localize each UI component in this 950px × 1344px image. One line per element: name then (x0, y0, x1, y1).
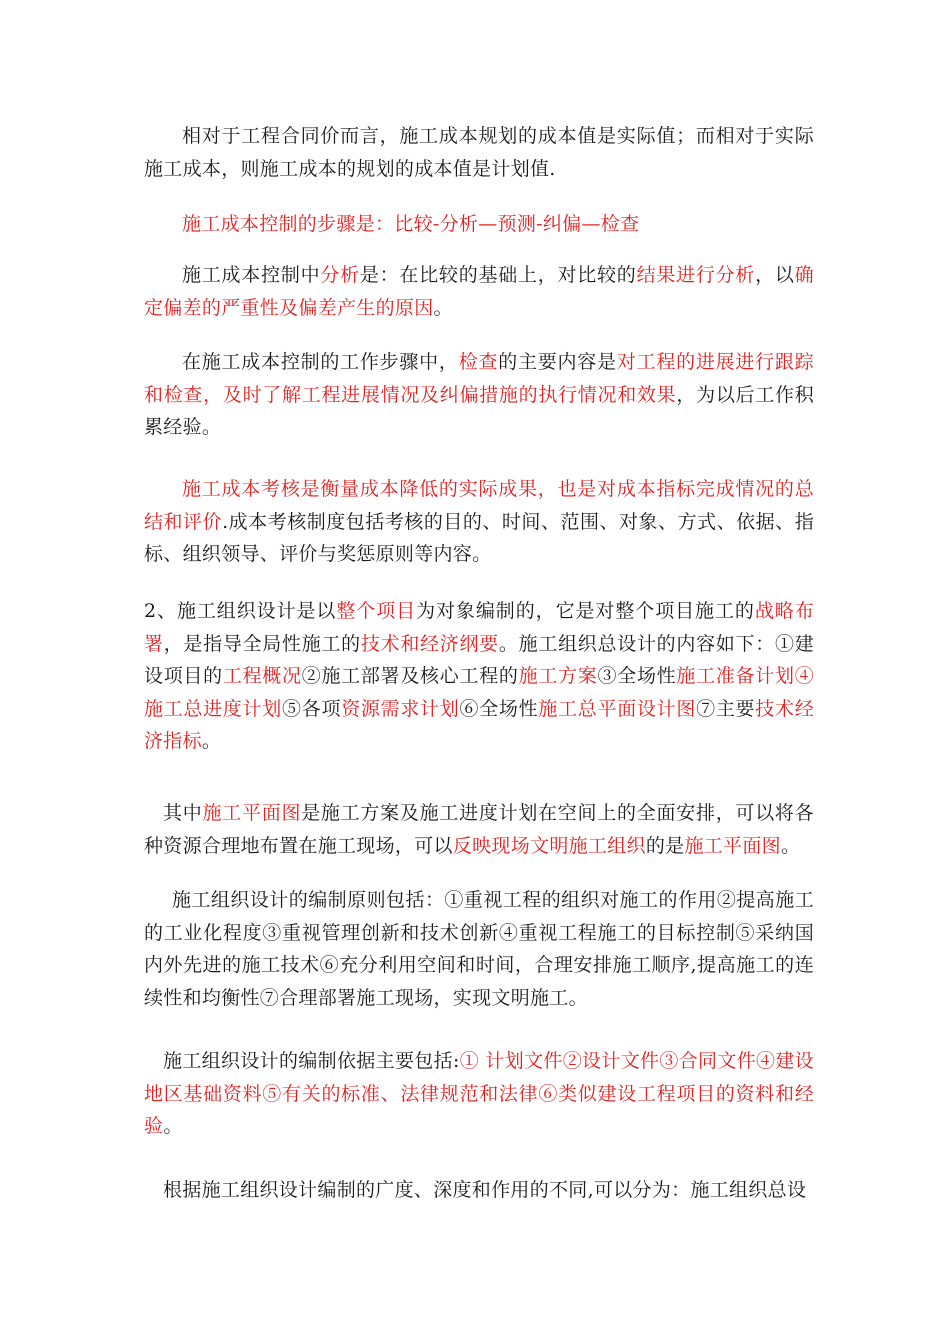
body-text: 。 (201, 730, 222, 752)
highlighted-text: 施工方案 (518, 665, 598, 687)
body-text: ，以 (755, 264, 795, 286)
paragraph-cost-planning (144, 120, 814, 185)
highlighted-text: 检查 (458, 351, 499, 373)
highlighted-text: 工程概况 (222, 665, 302, 687)
highlighted-text: 施工平面图 (202, 802, 302, 824)
body-text: ②施工部署及核心工程的 (301, 665, 519, 687)
body-text: 是施工方案及施工进度计划在空间上的全面安排，可以将各种资源合理地布置在施工现场，可以 (144, 802, 814, 857)
highlighted-text: 结果进行分析 (636, 264, 756, 286)
body-text: 其中 (163, 802, 203, 824)
body-text: 2、施工组织设计是以 (144, 600, 337, 622)
body-text: 。 (780, 834, 801, 857)
body-text: 是：在比较的基础上，对比较的 (359, 264, 637, 286)
highlighted-text: 施工成本控制的步骤是：比较-分析—预测-纠偏—检查 (182, 213, 640, 235)
paragraph-compilation-principles (144, 884, 814, 1014)
highlighted-text: 施工成本考核是衡量成本降低的实际成果，也是对成本指标完成情况的总结和评价 (144, 478, 814, 533)
body-text: ③全场性 (597, 665, 677, 687)
body-text: 。 (163, 1115, 183, 1137)
body-text: 根据施工组织设计编制的广度、深度和作用的不同,可以分为：施工组织总设 (163, 1179, 807, 1201)
body-text: 施工组织设计的编制依据主要包括: (163, 1050, 460, 1072)
highlighted-text: 资源需求计划 (341, 697, 460, 720)
body-text: 的主要内容是 (498, 351, 617, 373)
body-text: 施工组织设计的编制原则包括：①重视工程的组织对施工的作用②提高施工的工业化程度③重视管理创新和技术创新④重视工程施工的目标控制⑤采纳国内外先进的施工技术⑥充分利用空间和时间，合理安排施工顺序,提高施工的连续性和均衡性⑦合理部署施工现场，实现文明施工。 (144, 889, 814, 1009)
paragraph-analysis (144, 259, 814, 324)
paragraph-classification (144, 1174, 814, 1207)
highlighted-text: 整个项目 (336, 600, 417, 622)
body-text: 相对于工程合同价而言，施工成本规划的成本值是实际值；而相对于实际施工成本，则施工成本的规划的成本值是计划值. (144, 125, 814, 180)
body-text: 。 (433, 296, 453, 319)
body-text: 施工成本控制中 (182, 264, 321, 286)
body-text: ，是指导全局性施工的 (163, 632, 361, 655)
body-text: 为对象编制的，它是对整个项目施工的 (416, 600, 755, 622)
highlighted-text: 技术经济指标 (144, 697, 814, 752)
paragraph-inspection (144, 346, 814, 444)
body-text: 在施工成本控制的工作步骤中， (182, 351, 459, 373)
highlighted-text: 施工准备计划④施工总进度计划 (144, 665, 814, 720)
body-text: 。施工组织总设计的内容如下：①建设项目的 (144, 632, 814, 687)
body-text: ⑥全场性 (459, 697, 539, 720)
paragraph-construction-organization-design (144, 595, 814, 758)
highlighted-text: ① 计划文件②设计文件③合同文件④建设地区基础资料⑤有关的标准、法律规范和法律⑥类似建设工程项目的资料和经验 (144, 1050, 814, 1137)
paragraph-compilation-basis (144, 1045, 814, 1143)
highlighted-text: 施工总平面设计图 (538, 697, 697, 720)
highlighted-text: 对工程的进展进行跟踪和检查，及时了解工程进展情况及纠偏措施的执行情况和效果 (144, 351, 814, 406)
body-text: ⑤各项 (282, 697, 342, 720)
body-text: 的是 (645, 834, 685, 857)
highlighted-text: 施工平面图 (684, 834, 781, 857)
body-text: .成本考核制度包括考核的目的、时间、范围、对象、方式、依据、指标、组织领导、评价与奖惩原则等内容。 (144, 510, 814, 565)
paragraph-site-plan (144, 797, 814, 862)
highlighted-text: 反映现场文明施工组织 (452, 834, 646, 857)
highlighted-text: 分析 (320, 264, 360, 286)
highlighted-text: 战略布署 (144, 600, 814, 655)
body-text: ⑦主要 (696, 697, 756, 720)
body-text: ，为以后工作积累经验。 (144, 383, 814, 438)
highlighted-text: 确定偏差的严重性及偏差产生的原因 (144, 264, 814, 319)
highlighted-text: 技术和经济纲要 (360, 632, 499, 655)
paragraph-cost-control-steps (144, 208, 814, 241)
paragraph-cost-assessment (144, 473, 814, 571)
